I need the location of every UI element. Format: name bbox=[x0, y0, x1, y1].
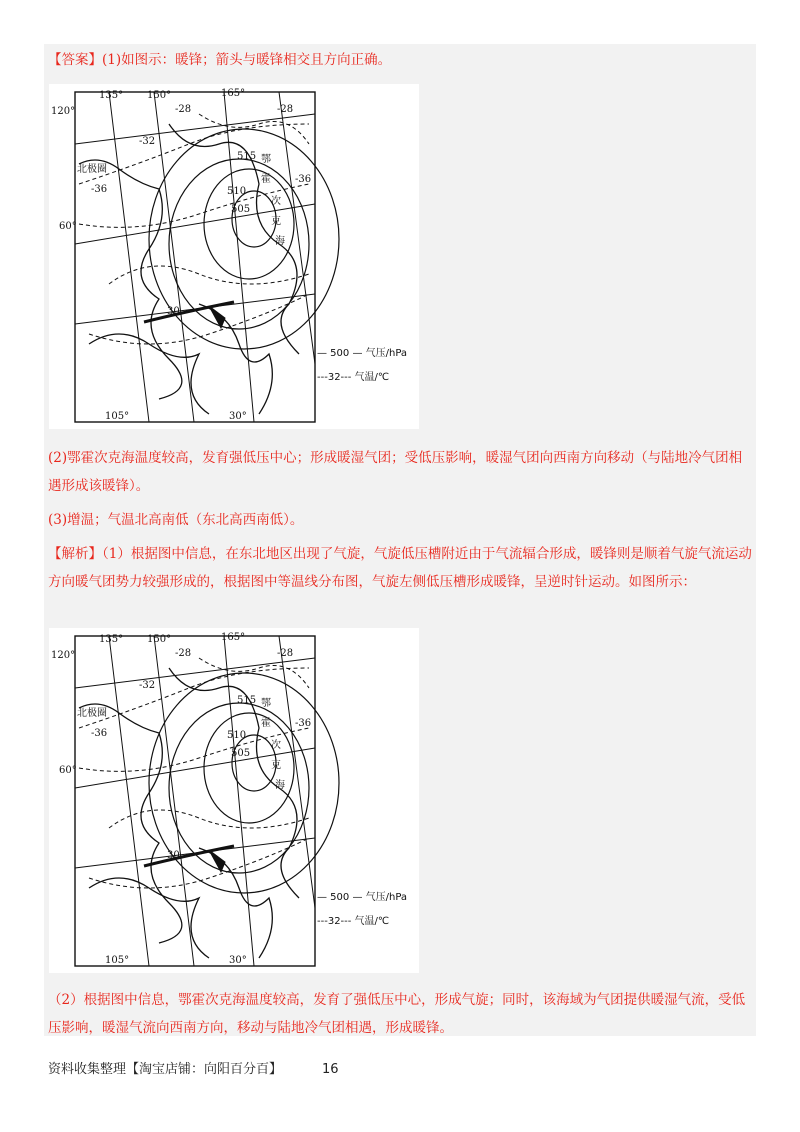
sea-char-2: 霍 bbox=[261, 174, 271, 185]
lat-label-60: 60° bbox=[59, 221, 77, 232]
lat-label-120-2: 120° bbox=[51, 650, 76, 661]
isotherm-label-neg36-b: -36 bbox=[295, 174, 312, 185]
footer-source: 资料收集整理【淘宝店铺：向阳百分百】 bbox=[48, 1062, 283, 1077]
sea-char-1-2: 鄂 bbox=[261, 698, 271, 709]
sea-char-4: 克 bbox=[271, 216, 281, 227]
analysis-paragraph-1 bbox=[48, 540, 754, 596]
lon-label-135: 135° bbox=[99, 90, 124, 101]
sea-char-3-2: 次 bbox=[271, 740, 281, 751]
page-footer bbox=[48, 1058, 339, 1077]
isobar-label-505: 505 bbox=[231, 204, 251, 215]
lon-label-135-2: 135° bbox=[99, 634, 124, 645]
weather-map-svg-1 bbox=[49, 84, 419, 429]
sea-char-5-2: 海 bbox=[275, 780, 285, 791]
isotherm-label-neg28-b: -28 bbox=[277, 104, 294, 115]
analysis-tag: 【解析】 bbox=[48, 546, 102, 562]
legend-temperature: ---32--- 气温/℃ bbox=[317, 372, 390, 383]
lon-label-150: 150° bbox=[147, 90, 172, 101]
isobar-label-510: 510 bbox=[227, 186, 247, 197]
lon-label-105: 105° bbox=[105, 411, 130, 422]
answer-tag: 【答案】 bbox=[48, 52, 102, 68]
isotherm-label-neg32: -32 bbox=[139, 136, 156, 147]
answer-paragraph-3: (3)增温；气温北高南低（东北高西南低）。 bbox=[48, 512, 304, 528]
arctic-circle-label-2: 北极圈 bbox=[77, 708, 107, 719]
isotherm-label-neg32-2: -32 bbox=[139, 680, 156, 691]
weather-map-2 bbox=[49, 628, 419, 973]
sea-char-2-2: 霍 bbox=[261, 718, 271, 729]
lon-label-30-2: 30° bbox=[229, 955, 247, 966]
lon-label-165-2: 165° bbox=[221, 632, 246, 643]
isotherm-label-30: 30 bbox=[167, 306, 180, 317]
isobar-label-505-2: 505 bbox=[231, 748, 251, 759]
isotherm-label-neg36-2: -36 bbox=[91, 728, 108, 739]
isotherm-label-neg36-b-2: -36 bbox=[295, 718, 312, 729]
isotherm-label-30-2: 30 bbox=[167, 850, 180, 861]
lat-label-120: 120° bbox=[51, 106, 76, 117]
answer-paragraph-2: (2)鄂霍次克海温度较高，发育强低压中心；形成暖湿气团；受低压影响，暖湿气团向西南方向移动（与陆地冷气团相遇形成该暖锋）。 bbox=[48, 450, 743, 494]
arctic-circle-label: 北极圈 bbox=[77, 164, 107, 175]
weather-map-svg-2 bbox=[49, 628, 419, 973]
lat-label-60-2: 60° bbox=[59, 765, 77, 776]
sea-char-5: 海 bbox=[275, 236, 285, 247]
isobar-label-515-2: 515 bbox=[237, 695, 257, 706]
lon-label-150-2: 150° bbox=[147, 634, 172, 645]
answer-paragraph-1 bbox=[48, 46, 754, 74]
isotherm-label-neg28-2: -28 bbox=[175, 648, 192, 659]
sea-char-4-2: 克 bbox=[271, 760, 281, 771]
page-number: 16 bbox=[322, 1062, 339, 1077]
analysis-paragraph-2: （2）根据图中信息，鄂霍次克海温度较高，发育了强低压中心，形成气旋；同时，该海域为气团提供暖湿气流，受低压影响，暖湿气流向西南方向，移动与陆地冷气团相遇，形成暖锋。 bbox=[48, 992, 746, 1036]
legend-pressure-2: — 500 — 气压/hPa bbox=[317, 892, 408, 903]
legend-pressure: — 500 — 气压/hPa bbox=[317, 348, 408, 359]
lon-label-165: 165° bbox=[221, 88, 246, 99]
answer-text-1: (1)如图示：暖锋；箭头与暖锋相交且方向正确。 bbox=[102, 52, 392, 68]
legend-temperature-2: ---32--- 气温/℃ bbox=[317, 916, 390, 927]
isobar-label-510-2: 510 bbox=[227, 730, 247, 741]
sea-char-1: 鄂 bbox=[261, 154, 271, 165]
isotherm-label-neg28-b-2: -28 bbox=[277, 648, 294, 659]
lon-label-30: 30° bbox=[229, 411, 247, 422]
analysis-text-1: （1）根据图中信息，在东北地区出现了气旋，气旋低压槽附近由于气流辐合形成，暖锋则是顺着气旋气流运动方向暖气团势力较强形成的，根据图中等温线分布图，气旋左侧低压槽形成暖锋，呈逆时针运动。如图所示： bbox=[48, 546, 752, 590]
sea-char-3: 次 bbox=[271, 196, 281, 207]
weather-map-1 bbox=[49, 84, 419, 429]
lon-label-105-2: 105° bbox=[105, 955, 130, 966]
isotherm-label-neg36: -36 bbox=[91, 184, 108, 195]
isobar-label-515: 515 bbox=[237, 151, 257, 162]
isotherm-label-neg28: -28 bbox=[175, 104, 192, 115]
